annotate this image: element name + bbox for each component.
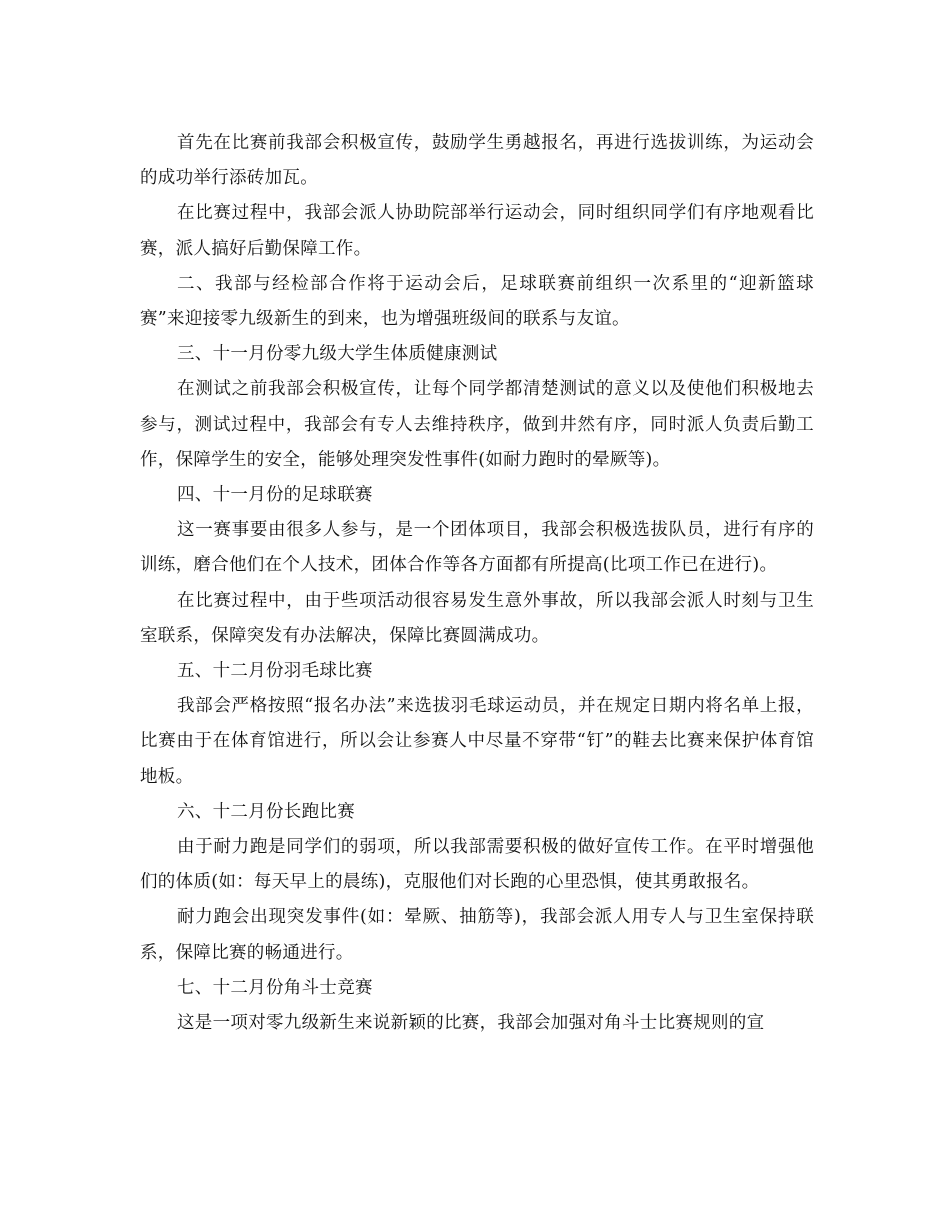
paragraph-fitness-test: 在测试之前我部会积极宣传，让每个同学都清楚测试的意义以及使他们积极地去参与，测试过程中，我部会有专人去维持秩序，做到井然有序，同时派人负责后勤工作，保障学生的安全，能够处理突发性事件(如耐力跑时的晕厥等)。 [140,379,814,470]
section-heading-fitness-test: 三、十一月份零九级大学生体质健康测试 [177,344,498,365]
paragraph-long-run-publicity: 由于耐力跑是同学们的弱项，所以我部需要积极的做好宣传工作。在平时增强他们的体质(如：每天早上的晨练)，克服他们对长跑的心里恐惧，使其勇敢报名。 [140,837,814,893]
paragraph-gladiator: 这是一项对零九级新生来说新颖的比赛，我部会加强对角斗士比赛规则的宣 [177,1013,765,1034]
section-heading-badminton: 五、十二月份羽毛球比赛 [177,661,373,682]
section-heading-welcome-basketball: 二、我部与经检部合作将于运动会后，足球联赛前组织一次系里的“迎新篮球赛”来迎接零九级新生的到来，也为增强班级间的联系与友谊。 [140,273,814,330]
paragraph-publicity: 首先在比赛前我部会积极宣传，鼓励学生勇越报名，再进行选拔训练，为运动会的成功举行添砖加瓦。 [140,133,814,189]
paragraph-football-safety: 在比赛过程中，由于些项活动很容易发生意外事故，所以我部会派人时刻与卫生室联系，保障突发有办法解决，保障比赛圆满成功。 [140,590,814,646]
paragraph-football-training: 这一赛事要由很多人参与，是一个团体项目，我部会积极选拔队员，进行有序的训练，磨合他们在个人技术，团体合作等各方面都有所提高(比项工作已在进行)。 [140,520,814,576]
paragraph-sports-meet-support: 在比赛过程中，我部会派人协助院部举行运动会，同时组织同学们有序地观看比赛，派人搞好后勤保障工作。 [140,203,814,259]
document-body [140,126,814,1041]
section-heading-football-league: 四、十一月份的足球联赛 [177,485,373,506]
section-heading-gladiator: 七、十二月份角斗士竞赛 [177,977,373,998]
section-heading-long-run: 六、十二月份长跑比赛 [177,801,355,822]
paragraph-long-run-safety: 耐力跑会出现突发事件(如：晕厥、抽筋等)，我部会派人用专人与卫生室保持联系，保障比赛的畅通进行。 [140,907,814,963]
paragraph-badminton: 我部会严格按照“报名办法”来选拔羽毛球运动员，并在规定日期内将名单上报，比赛由于在体育馆进行，所以会让参赛人中尽量不穿带“钉”的鞋去比赛来保护体育馆地板。 [140,696,814,787]
